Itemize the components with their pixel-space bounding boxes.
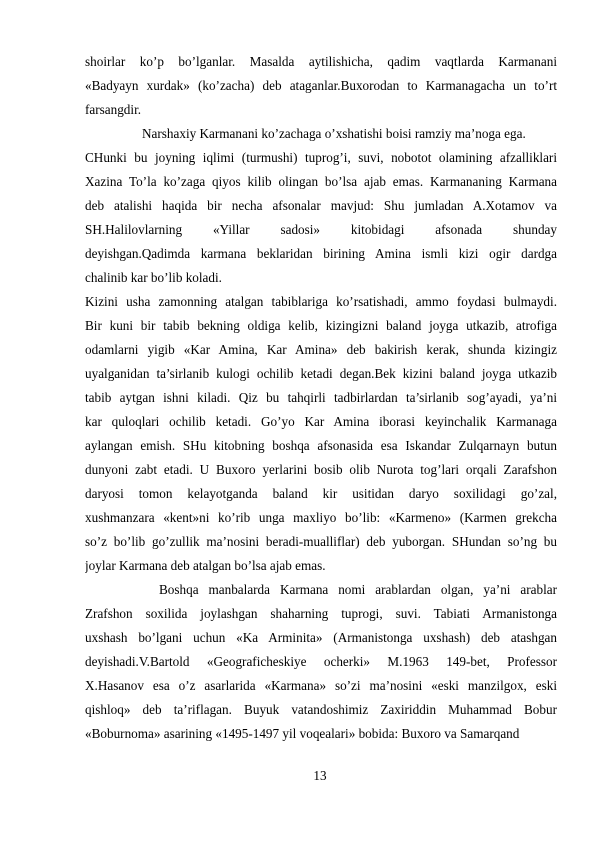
text-line: joylar Karmana deb atalgan bo’lsa ajab emas. xyxy=(85,558,326,573)
text-line: kar quloqlari ochilib ketadi. Go’yo Kar Amina iborasi keyinchalik Karmanaga xyxy=(85,414,557,429)
text-line: Bir kuni bir tabib bekning oldiga kelib, kizingizni baland joyga utkazib, atrofiga xyxy=(85,318,557,333)
text-line: CHunki bu joyning iqlimi (turmushi) tuprog’i, suvi, nobotot olamining afzalliklari xyxy=(85,150,557,165)
text-line: farsangdir. xyxy=(85,102,142,117)
text-line: deb atalishi haqida bir necha afsonalar mavjud: Shu jumladan A.Xotamov va xyxy=(85,198,557,213)
text-line: so’z bo’lib go’zullik ma’nosini beradi-mualliflar) deb yuborgan. SHundan so’ng bu xyxy=(85,534,557,549)
text-line: Boshqa manbalarda Karmana nomi arablardan olgan, ya’ni arablar xyxy=(159,582,557,597)
text-line: SH.Halilovlarning «Yillar sadosi» kitobidagi afsonada shunday xyxy=(85,222,557,237)
text-line: xushmanzara «kent»ni ko’rib unga maxliyo bo’lib: «Karmeno» (Karmen grekcha xyxy=(85,510,557,525)
text-line: X.Hasanov esa o’z asarlarida «Karmana» so’zi ma’nosini «eski manzilgox, eski xyxy=(85,678,557,693)
text-line: tabib aytgan ishni kiladi. Qiz bu tahqirli tadbirlardan ta’sirlanib sog’ayadi, ya’ni xyxy=(85,390,557,405)
text-line: deyishgan.Qadimda karmana beklaridan birining Amina ismli kizi ogir dardga xyxy=(85,246,557,261)
text-line: «Boburnoma» asarining «1495-1497 yil voqealari» bobida: Buxoro va Samarqand xyxy=(85,726,520,741)
text-line: Zrafshon soxilida joylashgan shaharning tuprogi, suvi. Tabiati Armanistonga xyxy=(85,606,557,621)
text-line: Kizini usha zamonning atalgan tabiblariga ko’rsatishadi, ammo foydasi bulmaydi. xyxy=(85,294,557,309)
text-line: daryosi tomon kelayotganda baland kir usitidan daryo soxilidagi go’zal, xyxy=(85,486,557,501)
text-line: «Badyayn xurdak» (ko’zacha) deb ataganlar.Buxorodan to Karmanagacha un to’rt xyxy=(85,78,557,93)
text-line: Narshaxiy Karmanani ko’zachaga o’xshatishi boisi ramziy ma’noga ega. xyxy=(142,126,526,141)
text-line: aylangan emish. SHu kitobning boshqa afsonasida esa Iskandar Zulqarnayn butun xyxy=(85,438,557,453)
text-line: shoirlar ko’p bo’lganlar. Masalda aytilishicha, qadim vaqtlarda Karmanani xyxy=(85,54,557,69)
text-line: uyalganidan ta’sirlanib kulogi ochilib ketadi degan.Bek kizini baland joyga utkazib xyxy=(85,366,557,381)
text-line: uxshash bo’lgani uchun «Ka Arminita» (Armanistonga uxshash) deb atashgan xyxy=(85,630,557,645)
text-line: dunyoni zabt etadi. U Buxoro yerlarini bosib olib Nurota tog’lari orqali Zarafshon xyxy=(85,462,557,477)
text-line: qishloq» deb ta’riflagan. Buyuk vatandoshimiz Zaxiriddin Muhammad Bobur xyxy=(85,702,557,717)
text-line: odamlarni yigib «Kar Amina, Kar Amina» deb bakirish kerak, shunda kizingiz xyxy=(85,342,557,357)
page-number: 13 xyxy=(313,768,327,783)
text-line: Xazina To’la ko’zaga qiyos kilib olingan bo’lsa ajab emas. Karmananing Karmana xyxy=(85,174,557,189)
text-line: chalinib kar bo’lib koladi. xyxy=(85,270,222,285)
text-line: deyishadi.V.Bartold «Geograficheskiye ocherki» M.1963 149-bet, Professor xyxy=(85,654,557,669)
